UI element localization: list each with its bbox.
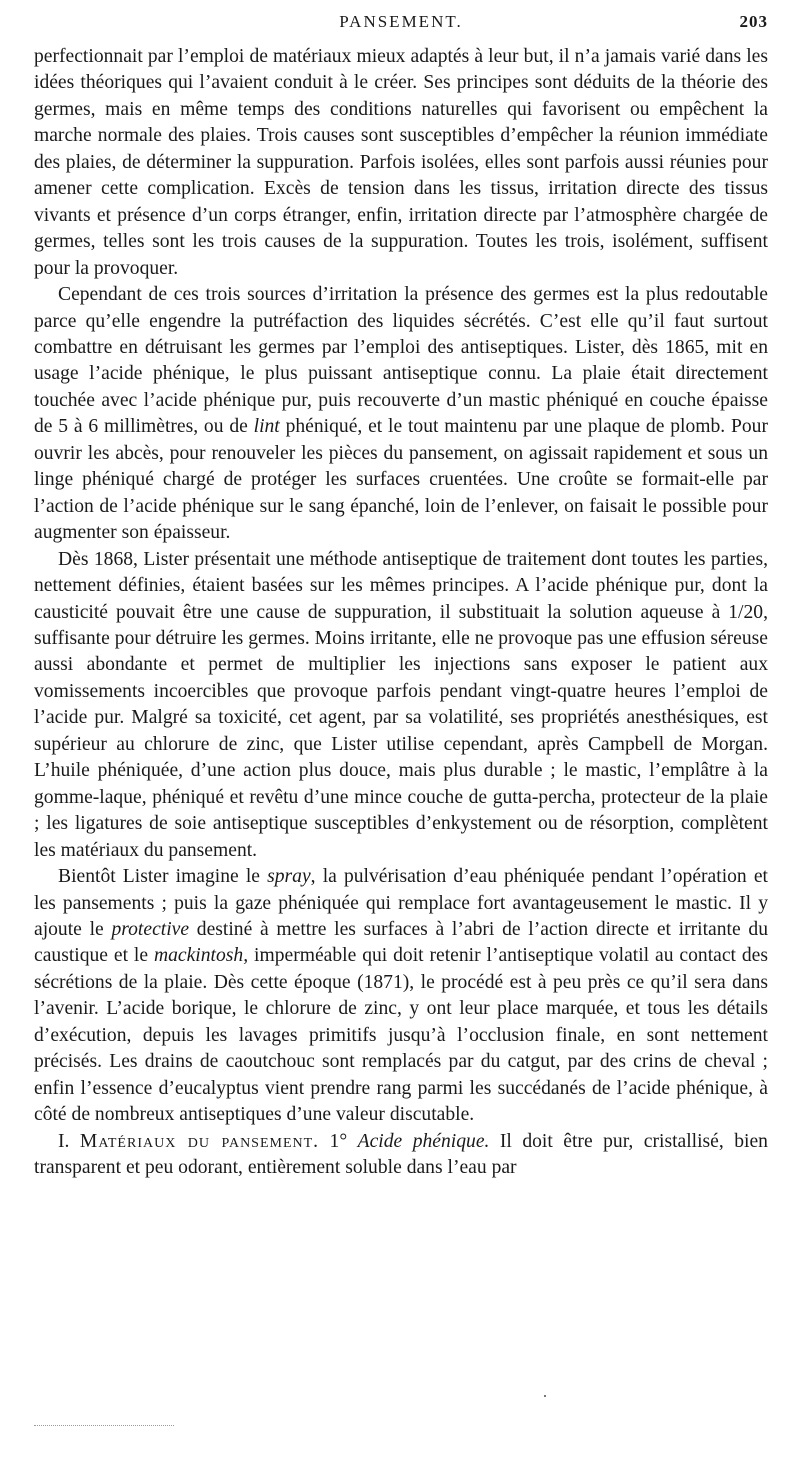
italic-term-mackintosh: mackintosh, xyxy=(153,945,249,967)
body-text xyxy=(34,44,768,1181)
paragraph-text: perfectionnait par l’emploi de matériaux mieux adaptés à leur but, il n’a jamais varié dans les idées théoriques qui l’avaient conduit à le créer. Ses principes sont déduits de la théorie des germes, mais en même temps des conditions naturelles qui favorisent ou empêchent la marche normale des plaies. Trois causes sont susceptibles d’empêcher la réunion immédiate des plaies, de déterminer la suppuration. Parfois isolées, elles sont parfois aussi réunies pour amener cette complication. Excès de tension dans les tissus, irritation directe des tissus vivants et présence d’un corps étranger, enfin, irritation directe par l’atmosphère chargée de germes, telles sont les trois causes de la suppuration. Toutes les trois, isolément, suffisent pour la provoquer. xyxy=(34,46,768,279)
print-speck xyxy=(544,1395,546,1397)
running-head xyxy=(34,12,768,46)
italic-term-protective: protective xyxy=(111,918,190,940)
running-title: PANSEMENT. xyxy=(339,12,463,31)
book-page xyxy=(34,0,768,1181)
paragraph-text: Il doit être pur, cristallisé, bien transparent et peu odorant, entièrement soluble dans l’eau par xyxy=(34,1130,768,1179)
subsection-heading: Acide phénique. xyxy=(357,1130,490,1152)
section-heading: Matériaux du pansement. xyxy=(79,1130,320,1152)
section-number: I. xyxy=(58,1130,80,1152)
paragraph-lister-1868 xyxy=(34,547,768,864)
italic-term-spray: spray xyxy=(267,866,311,888)
paragraph-text: imperméable qui doit retenir l’antiseptique volatil au contact des sécrétions de la plaie. Dès cette époque (1871), le procédé est à peu près ce qu’il sera dans l’avenir. L’acide borique, le chlorure de zinc, y ont leur place marquée, et tous les détails d’exécution, depuis les lavages primitifs jusqu’à l’occlusion finale, en sont nettement précisés. Les drains de caoutchouc sont remplacés par du catgut, par des crins de cheval ; enfin l’essence d’eucalyptus vient prendre rang parmi les succédanés de l’acide phénique, à côté de nombreux antiseptiques d’une valeur discutable. xyxy=(34,945,768,1126)
page-number: 203 xyxy=(739,12,768,31)
paragraph-text: phéniqué, et le tout maintenu par une plaque de plomb. Pour ouvrir les abcès, pour renouveler les pièces du pansement, on agissait rapidement et sous un linge phéniqué chargé de protéger les surfaces cruentées. Une croûte se formait-elle par l’action de l’acide phénique sur le sang épanché, loin de l’enlever, on faisait le possible pour augmenter son épaisseur. xyxy=(34,416,768,544)
paragraph-lister-1865 xyxy=(34,282,768,547)
paragraph-text: destiné à mettre les surfaces à l’abri de l’action directe et irritante du caustique et le xyxy=(34,918,768,967)
paragraph-text: Dès 1868, Lister présentait une méthode antiseptique de traitement dont toutes les parties, nettement définies, étaient basées sur les mêmes principes. A l’acide phénique pur, dont la causticité pouvait être une cause de suppuration, il substituait la solution aqueuse à 1/20, suffisante pour détruire les germes. Moins irritante, elle ne provoque pas une effusion séreuse aussi abondante et permet de multiplier les injections sans exposer le patient aux vomissements incoercibles que provoque parfois pendant vingt-quatre heures l’emploi de l’acide pur. Malgré sa toxicité, cet agent, par sa volatilité, ses propriétés anesthésiques, est supérieur au chlorure de zinc, que Lister utilise cependant, après Campbell de Morgan. L’huile phéniquée, d’une action plus douce, mais plus durable ; le mastic, l’emplâtre à la gomme-laque, phéniqué et revêtu d’une mince couche de gutta-percha, protecteur de la plaie ; les ligatures de soie antiseptique susceptibles d’enkystement ou de résorption, complètent les matériaux du pansement. xyxy=(34,548,768,861)
paragraph-continuation xyxy=(34,44,768,282)
paragraph-text: Cependant de ces trois sources d’irritation la présence des germes est la plus redoutable parce qu’elle engendre la putréfaction des liquides sécrétés. C’est elle qu’il faut surtout combattre en détruisant les germes par l’emploi des antiseptiques. Lister, dès 1865, mit en usage l’acide phénique, le plus puissant antiseptique connu. La plaie était directement touchée avec l’acide phénique pur, puis recouverte d’un mastic phéniqué en couche épaisse de 5 à 6 millimètres, ou de xyxy=(34,284,768,438)
paragraph-section-materiaux xyxy=(34,1129,768,1182)
paragraph-text: , la pulvérisation d’eau phéniquée pendant l’opération et les pansements ; puis la gaze phéniquée qui remplace fort avantageusement le mastic. Il y ajoute le xyxy=(34,866,768,940)
footer-rule xyxy=(34,1425,174,1426)
italic-term-lint: lint xyxy=(253,416,280,438)
paragraph-spray xyxy=(34,864,768,1129)
subsection-number: 1° xyxy=(319,1130,358,1152)
paragraph-text: Bientôt Lister imagine le xyxy=(58,866,268,888)
